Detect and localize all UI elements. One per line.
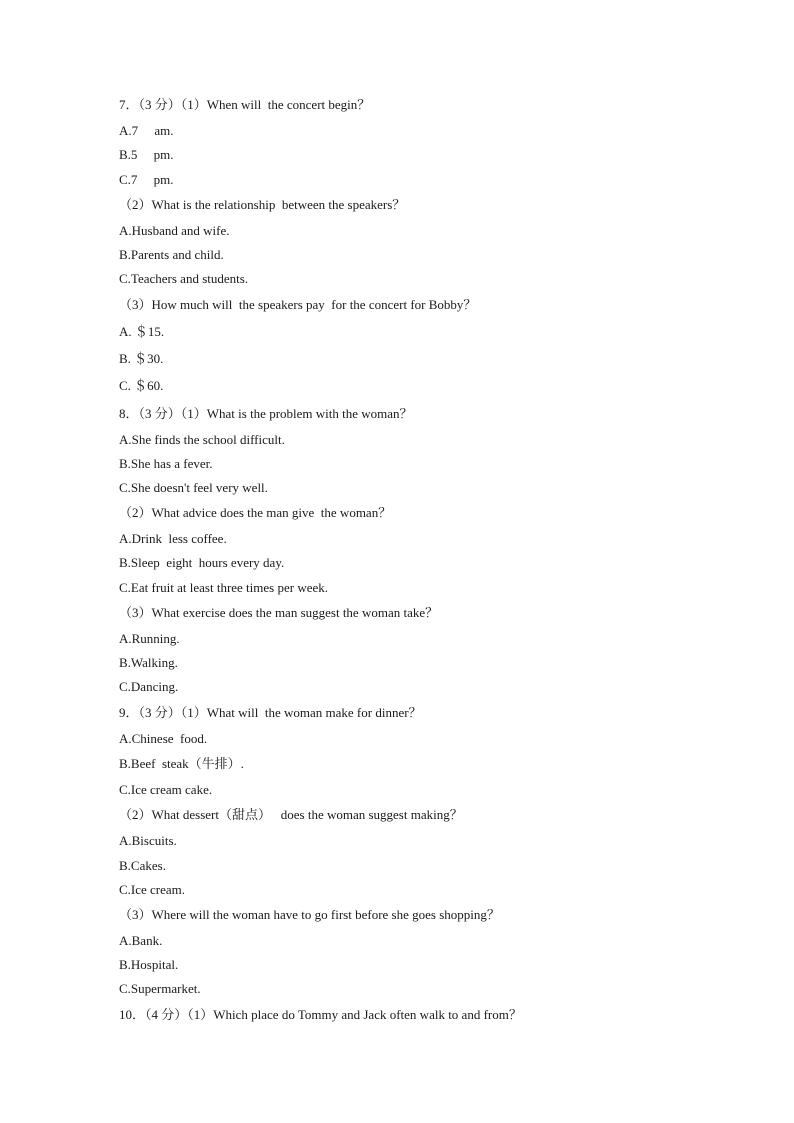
q7-3-option-c: C. ＄60. bbox=[119, 378, 164, 393]
q9-1-option-a: A.Chinese food. bbox=[119, 731, 208, 746]
q8-3-option-a: A.Running. bbox=[119, 631, 180, 646]
q9-3-option-b: B.Hospital. bbox=[119, 957, 179, 972]
q8-3-subquestion: （3）What exercise does the man suggest the woman take？ bbox=[119, 605, 439, 620]
q7-2-option-a: A.Husband and wife. bbox=[119, 223, 230, 238]
q8-2-subquestion: （2）What advice does the man give the woman？ bbox=[119, 505, 392, 520]
q7-2-subquestion: （2）What is the relationship between the speakers？ bbox=[119, 197, 406, 212]
q8-2-option-a: A.Drink less coffee. bbox=[119, 531, 227, 546]
q8-2-option-c: C.Eat fruit at least three times per week. bbox=[119, 580, 329, 595]
question-9-heading: 9．（3 分）（1）What will the woman make for dinner？ bbox=[119, 705, 422, 720]
q9-2-subquestion: （2）What dessert（甜点） does the woman suggest making？ bbox=[119, 807, 463, 822]
q9-2-option-c: C.Ice cream. bbox=[119, 882, 186, 897]
q9-3-option-a: A.Bank. bbox=[119, 933, 163, 948]
q9-3-subquestion: （3）Where will the woman have to go first before she goes shopping？ bbox=[119, 907, 500, 922]
q7-2-option-c: C.Teachers and students. bbox=[119, 271, 249, 286]
q7-3-option-a: A. ＄15. bbox=[119, 324, 165, 339]
q9-2-option-a: A.Biscuits. bbox=[119, 833, 177, 848]
question-7-heading: 7．（3 分）（1）When will the concert begin？ bbox=[119, 97, 371, 112]
question-8-heading: 8．（3 分）（1）What is the problem with the woman？ bbox=[119, 406, 413, 421]
q8-1-option-c: C.She doesn't feel very well. bbox=[119, 480, 268, 495]
q9-3-option-c: C.Supermarket. bbox=[119, 981, 201, 996]
q8-1-option-b: B.She has a fever. bbox=[119, 456, 213, 471]
q7-3-option-b: B. ＄30. bbox=[119, 351, 164, 366]
q7-2-option-b: B.Parents and child. bbox=[119, 247, 224, 262]
q8-1-option-a: A.She finds the school difficult. bbox=[119, 432, 285, 447]
q9-1-option-c: C.Ice cream cake. bbox=[119, 782, 213, 797]
q8-2-option-b: B.Sleep eight hours every day. bbox=[119, 555, 285, 570]
q9-2-option-b: B.Cakes. bbox=[119, 858, 166, 873]
question-10-heading: 10．（4 分）（1）Which place do Tommy and Jack often walk to and from？ bbox=[119, 1007, 522, 1022]
q7-3-subquestion: （3）How much will the speakers pay for the concert for Bobby？ bbox=[119, 297, 477, 312]
q9-1-option-b: B.Beef steak（牛排）. bbox=[119, 756, 244, 771]
q8-3-option-b: B.Walking. bbox=[119, 655, 178, 670]
q8-3-option-c: C.Dancing. bbox=[119, 679, 179, 694]
q7-1-option-c: C.7 pm. bbox=[119, 172, 174, 187]
q7-1-option-a: A.7 am. bbox=[119, 123, 174, 138]
q7-1-option-b: B.5 pm. bbox=[119, 147, 174, 162]
